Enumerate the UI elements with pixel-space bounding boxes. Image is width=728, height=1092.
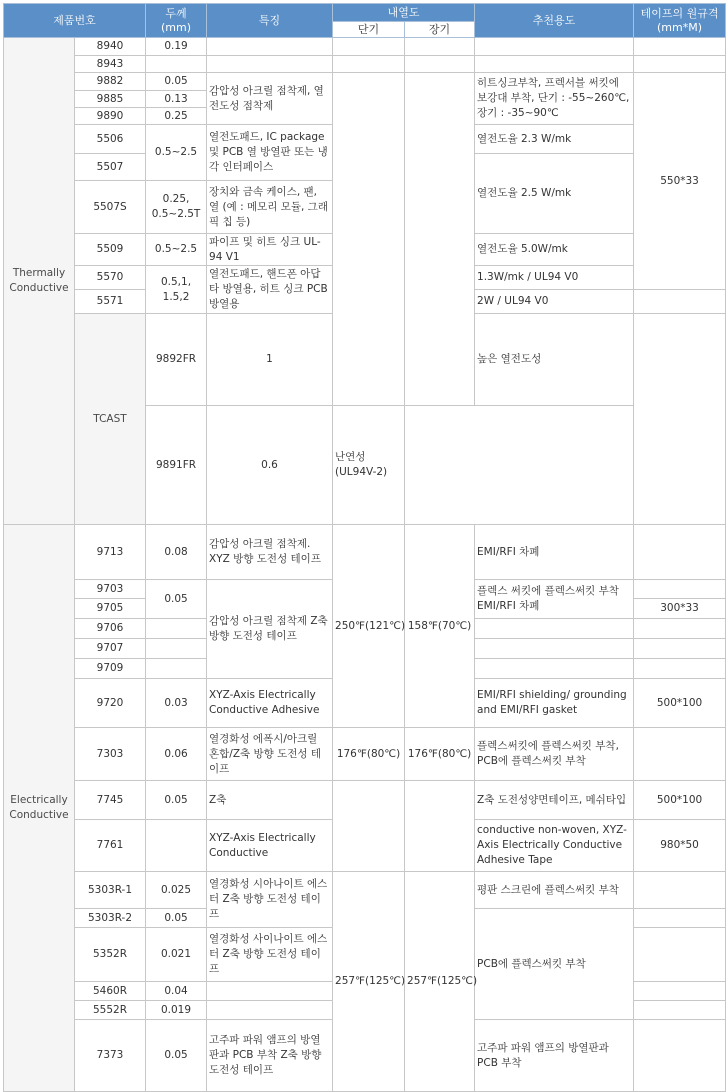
model-cell: 7303: [75, 728, 146, 781]
roll-size-cell: 500*100: [634, 679, 726, 728]
table-row: [4, 781, 726, 820]
application-cell: 1.3W/mk / UL94 V0: [475, 266, 634, 290]
model-cell: 5507S: [75, 181, 146, 234]
application-cell: [475, 56, 634, 73]
feature-cell: 높은 열전도성: [475, 314, 634, 406]
feature-cell: 열경화성 사이나이트 에스터 Z축 방향 도전성 테이프: [207, 928, 333, 982]
feature-cell: [207, 56, 333, 73]
thickness-cell: 0.25, 0.5~2.5T: [146, 181, 207, 234]
header-model: 제품번호: [4, 4, 146, 38]
feature-cell: 열전도패드, IC package 및 PCB 열 방열판 또는 냉각 인터페이스: [207, 125, 333, 181]
short-term-cell: [333, 73, 405, 406]
application-cell: 플렉스써킷에 플렉스써킷 부착, PCB에 플렉스써킷 부착: [475, 728, 634, 781]
application-cell: conductive non-woven, XYZ-Axis Electrically Conductive Adhesive Tape: [475, 820, 634, 872]
long-term-cell: 176℉(80℃): [405, 728, 475, 781]
model-cell: 7373: [75, 1020, 146, 1092]
category-tcast: TCAST: [75, 314, 146, 525]
thickness-cell: 0.19: [146, 38, 207, 56]
model-cell: 9720: [75, 679, 146, 728]
category-electrical: Electrically Conductive: [4, 525, 75, 1092]
feature-cell: 장치와 금속 케이스, 팬, 열 (예 : 메모리 모듈, 그래픽 칩 등): [207, 181, 333, 234]
header-heat-resistance: 내열도: [333, 4, 475, 22]
roll-size-cell: 500*100: [634, 781, 726, 820]
table-row: [4, 728, 726, 781]
thickness-cell: 0.025: [146, 872, 207, 909]
application-cell: 열전도율 5.0W/mk: [475, 234, 634, 266]
feature-cell: 열전도패드, 핸드폰 아답타 방열용, 히트 싱크 PCB방열용: [207, 266, 333, 314]
table-row: [4, 872, 726, 909]
thickness-cell: 0.5,1, 1.5,2: [146, 266, 207, 314]
application-cell: 플렉스 써킷에 플렉스써킷 부착 EMI/RFI 차폐: [475, 580, 634, 619]
table-row: [4, 73, 726, 91]
header-features: 특징: [207, 4, 333, 38]
feature-cell: Z축: [207, 781, 333, 820]
roll-size-cell: [634, 928, 726, 982]
model-cell: 5570: [75, 266, 146, 290]
table-row: [4, 56, 726, 73]
roll-size-cell: [634, 728, 726, 781]
thickness-cell: 0.05: [146, 1020, 207, 1092]
model-cell: 9707: [75, 639, 146, 659]
model-cell: 9882: [75, 73, 146, 91]
header-long-term: 장기: [405, 22, 475, 38]
thickness-cell: 0.6: [207, 406, 333, 525]
application-cell: 2W / UL94 V0: [475, 290, 634, 314]
thickness-cell: 0.05: [146, 73, 207, 91]
application-cell: PCB에 플렉스써킷 부착: [475, 909, 634, 1020]
thickness-cell: [146, 56, 207, 73]
model-cell: 9706: [75, 619, 146, 639]
model-cell: 5506: [75, 125, 146, 154]
roll-size-cell: [634, 639, 726, 659]
thickness-cell: 0.13: [146, 91, 207, 108]
roll-size-cell: 300*33: [634, 599, 726, 619]
thickness-cell: 0.03: [146, 679, 207, 728]
category-thermal: Thermally Conductive: [4, 38, 75, 525]
model-cell: 5460R: [75, 982, 146, 1001]
feature-cell: 파이프 및 히트 싱크 UL-94 V1: [207, 234, 333, 266]
model-cell: 5303R-1: [75, 872, 146, 909]
application-cell: Z축 도전성양면테이프, 메쉬타입: [475, 781, 634, 820]
thickness-cell: [146, 619, 207, 639]
application-cell: EMI/RFI 차폐: [475, 525, 634, 580]
feature-cell: XYZ-Axis Electrically Conductive Adhesive: [207, 679, 333, 728]
thickness-cell: [146, 659, 207, 679]
model-cell: 9709: [75, 659, 146, 679]
long-term-cell: 158℉(70℃): [405, 525, 475, 728]
header-thickness: [146, 4, 207, 38]
application-cell: [475, 659, 634, 679]
feature-cell: [207, 1001, 333, 1020]
feature-cell: 열경화성 에폭시/아크릴 혼합/Z축 방향 도전성 테이프: [207, 728, 333, 781]
feature-cell: [207, 38, 333, 56]
roll-size-cell: [634, 56, 726, 73]
long-term-cell: [405, 56, 475, 73]
application-cell: [475, 38, 634, 56]
header-thickness-label: 두께: [165, 6, 187, 20]
short-term-cell: 250℉(121℃): [333, 525, 405, 728]
application-cell: 평판 스크린에 플렉스써킷 부착: [475, 872, 634, 909]
table-row: [4, 525, 726, 580]
roll-size-cell: [634, 38, 726, 56]
header-applications: 추천용도: [475, 4, 634, 38]
feature-cell: 감압성 아크릴 점착제, 열전도성 점착제: [207, 73, 333, 125]
model-cell: 7745: [75, 781, 146, 820]
thickness-cell: [146, 820, 207, 872]
model-cell: 9891FR: [146, 406, 207, 525]
application-cell: [475, 619, 634, 639]
roll-size-cell: [634, 1020, 726, 1092]
thickness-cell: 0.04: [146, 982, 207, 1001]
roll-size-cell: [634, 525, 726, 580]
header-roll-size-unit: (mm*M): [657, 20, 703, 34]
feature-cell: 고주파 파워 앰프의 방열판과 PCB 부착 Z축 방향 도전성 테이프: [207, 1020, 333, 1092]
long-term-cell: [405, 781, 475, 872]
model-cell: 8940: [75, 38, 146, 56]
model-cell: 5552R: [75, 1001, 146, 1020]
thickness-cell: 1: [207, 314, 333, 406]
thickness-cell: 0.25: [146, 108, 207, 125]
header-roll-size: [634, 4, 726, 38]
feature-cell: XYZ-Axis Electrically Conductive: [207, 820, 333, 872]
short-term-cell: 176℉(80℃): [333, 728, 405, 781]
thickness-cell: [146, 639, 207, 659]
model-cell: 5352R: [75, 928, 146, 982]
spec-table: [3, 3, 726, 1092]
model-cell: 9892FR: [146, 314, 207, 406]
model-cell: 5303R-2: [75, 909, 146, 928]
roll-size-cell: [634, 909, 726, 928]
feature-cell: [207, 982, 333, 1001]
thickness-cell: 0.08: [146, 525, 207, 580]
application-cell: EMI/RFI shielding/ grounding and EMI/RFI gasket: [475, 679, 634, 728]
spec-table-container: [3, 3, 725, 1092]
thickness-cell: 0.021: [146, 928, 207, 982]
thickness-cell: 0.05: [146, 909, 207, 928]
model-cell: 5571: [75, 290, 146, 314]
long-term-cell: [405, 73, 475, 406]
thickness-cell: 0.5~2.5: [146, 125, 207, 181]
roll-size-cell: [634, 872, 726, 909]
thickness-cell: 0.5~2.5: [146, 234, 207, 266]
roll-size-cell: [634, 982, 726, 1001]
model-cell: 7761: [75, 820, 146, 872]
model-cell: 9885: [75, 91, 146, 108]
model-cell: 9890: [75, 108, 146, 125]
model-cell: 5507: [75, 154, 146, 181]
short-term-cell: [333, 781, 405, 872]
roll-size-cell: 980*50: [634, 820, 726, 872]
header-thickness-unit: (mm): [161, 20, 192, 34]
roll-size-cell: [634, 290, 726, 314]
long-term-cell: 257℉(125℃): [405, 872, 475, 1092]
thickness-cell: 0.05: [146, 580, 207, 619]
table-row: [4, 38, 726, 56]
thickness-cell: 0.05: [146, 781, 207, 820]
application-cell: [475, 639, 634, 659]
header-roll-size-label: 테이프의 원규격: [640, 6, 719, 20]
feature-cell: 감압성 아크릴 점착제. XYZ 방향 도전성 테이프: [207, 525, 333, 580]
model-cell: 9705: [75, 599, 146, 619]
short-term-cell: [333, 56, 405, 73]
application-cell: 고주파 파워 앰프의 방열판과 PCB 부착: [475, 1020, 634, 1092]
application-cell: 열전도율 2.3 W/mk: [475, 125, 634, 154]
thickness-cell: 0.06: [146, 728, 207, 781]
model-cell: 8943: [75, 56, 146, 73]
roll-size-cell: 550*33: [634, 73, 726, 290]
long-term-cell: [405, 38, 475, 56]
header-short-term: 단기: [333, 22, 405, 38]
model-cell: 9713: [75, 525, 146, 580]
short-term-cell: 257℉(125℃): [333, 872, 405, 1092]
feature-cell: 난연성 (UL94V-2): [333, 406, 405, 525]
roll-size-cell: [634, 1001, 726, 1020]
feature-cell: 감압성 아크릴 점착제 Z축 방향 도전성 테이프: [207, 580, 333, 679]
feature-cell: 열경화성 시아나이트 에스터 Z축 방향 도전성 테이프: [207, 872, 333, 928]
application-cell: 히트싱크부착, 프렉서블 써킷에 보강대 부착, 단기 : -55~260℃,장기 : -35~90℃: [475, 73, 634, 125]
roll-size-cell: [634, 659, 726, 679]
model-cell: 9703: [75, 580, 146, 599]
model-cell: 5509: [75, 234, 146, 266]
application-cell: 열전도율 2.5 W/mk: [475, 154, 634, 234]
short-term-cell: [634, 314, 726, 525]
thickness-cell: 0.019: [146, 1001, 207, 1020]
roll-size-cell: [634, 580, 726, 599]
roll-size-cell: [634, 619, 726, 639]
short-term-cell: [333, 38, 405, 56]
